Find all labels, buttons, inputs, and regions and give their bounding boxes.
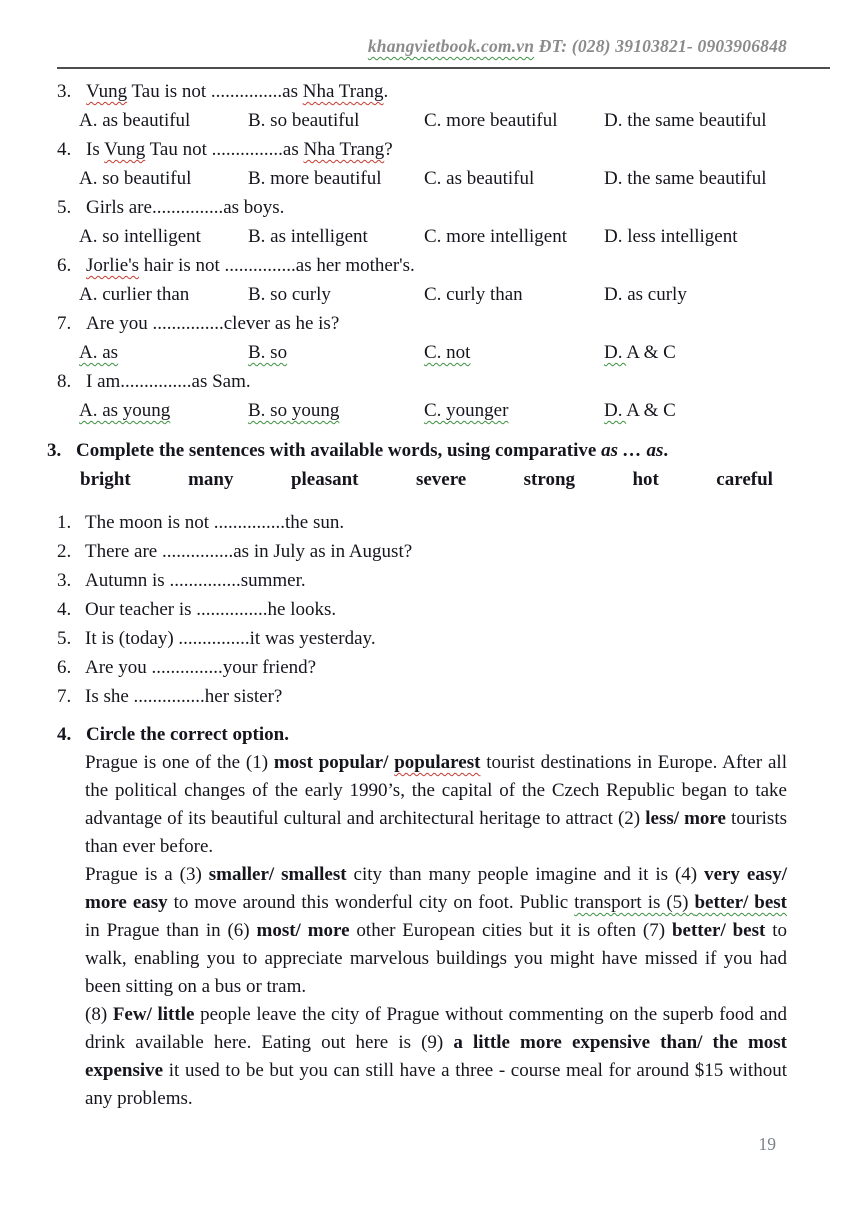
text-segment: city than many people imagine and it is (4) [346, 864, 705, 885]
item-text: It is (today) ...............it was yesterday. [85, 628, 376, 649]
text-segment: tourists than ever before. [85, 808, 787, 857]
option-b [248, 396, 424, 425]
list-item [57, 537, 787, 566]
text-segment: tourist destinations in Europe. After all the political changes of the early 1990’s, the capital of the Czech Republic began to take advantage of its beautiful cultural and architectural heritage to attract (2) [85, 752, 787, 829]
question-options [79, 280, 787, 309]
mcq-section [57, 77, 787, 425]
option-c [424, 106, 604, 135]
item-text: The moon is not ...............the sun. [85, 512, 345, 533]
text-segment: other European cities but it is often (7) [349, 920, 672, 941]
word-bank-item: strong [523, 469, 576, 490]
text-segment: ĐT: (028) 39103821- 0903906848 [534, 36, 787, 56]
option-c [424, 338, 604, 367]
text-segment: better/ best [671, 920, 766, 941]
exercise-4-section [57, 720, 787, 1113]
text-segment: smaller/ smallest [208, 864, 347, 885]
option-b [248, 106, 424, 135]
option-d [604, 106, 787, 135]
question-number: 4. [57, 139, 72, 160]
exercise-3-section [47, 436, 787, 711]
list-item [57, 508, 787, 537]
text-segment: B. so curly [248, 284, 331, 305]
text-segment: Nha Trang [303, 139, 385, 160]
text-segment: a little more expensive than/ the most expensive [85, 1032, 788, 1081]
text-segment: most/ more [256, 920, 350, 941]
list-item [57, 653, 787, 682]
text-segment: Complete the sentences with available words, using comparative [76, 440, 602, 461]
text-segment: A. as beautiful [79, 110, 191, 131]
word-bank-item: pleasant [290, 469, 359, 490]
text-segment: B. so young [248, 400, 340, 421]
item-text: Are you ...............your friend? [85, 657, 317, 678]
question-number: 7. [57, 313, 72, 334]
item-number: 4. [57, 599, 72, 620]
text-segment: C. as beautiful [424, 168, 535, 189]
text-segment: less/ more [645, 808, 726, 829]
question-stem [86, 193, 787, 222]
text-segment: D. less intelligent [604, 226, 738, 247]
option-a [79, 338, 248, 367]
text-segment: Tau is not ...............as [127, 81, 303, 102]
text-segment: C. younger [424, 400, 509, 421]
text-segment: B. more beautiful [248, 168, 382, 189]
text-segment: B. so beautiful [248, 110, 360, 131]
option-b [248, 280, 424, 309]
text-segment: Prague is a (3) [85, 864, 209, 885]
option-a [79, 164, 248, 193]
question-7 [57, 309, 787, 367]
text-segment: better/ best [694, 892, 787, 913]
header-site-info [368, 36, 787, 57]
option-a [79, 396, 248, 425]
question-stem [86, 135, 787, 164]
question-options [79, 106, 787, 135]
text-segment: most popular/ [273, 752, 395, 773]
item-number: 7. [57, 686, 72, 707]
text-segment: C. not [424, 342, 471, 363]
text-segment: popularest [394, 752, 481, 773]
question-stem [86, 309, 787, 338]
text-segment: A & C [626, 400, 676, 421]
exercise3-heading [47, 436, 787, 465]
exercise4-title [86, 720, 787, 749]
text-segment: Girls are...............as boys. [86, 197, 285, 218]
text-segment: . [663, 440, 669, 461]
question-number: 8. [57, 371, 72, 392]
text-segment: C. more beautiful [424, 110, 558, 131]
text-segment: people leave the city of Prague without commenting on the superb food and drink available here. Eating out here is (9) [85, 1004, 787, 1053]
list-item [57, 624, 787, 653]
word-bank-item: hot [632, 469, 659, 490]
text-segment: Circle the correct option. [86, 724, 289, 745]
list-item [57, 566, 787, 595]
question-options [79, 396, 787, 425]
item-text: There are ...............as in July as in August? [85, 541, 413, 562]
word-bank-item: many [188, 469, 234, 490]
text-segment: Prague is one of the (1) [85, 752, 274, 773]
item-number: 6. [57, 657, 72, 678]
exercise4-number: 4. [57, 724, 72, 745]
text-segment: (8) [85, 1004, 113, 1025]
question-number: 6. [57, 255, 72, 276]
exercise4-heading [57, 720, 787, 749]
question-options [79, 164, 787, 193]
option-d [604, 396, 787, 425]
text-segment: . [383, 81, 389, 102]
option-c [424, 280, 604, 309]
text-segment: D. as curly [604, 284, 687, 305]
text-segment: ? [384, 139, 393, 160]
exercise3-number: 3. [47, 440, 62, 461]
page-number: 19 [758, 1134, 776, 1154]
text-segment: in Prague than in (6) [85, 920, 257, 941]
word-bank-item: severe [415, 469, 467, 490]
question-stem [86, 251, 787, 280]
reading-paragraph-1 [85, 749, 787, 861]
text-segment: Nha Trang [302, 81, 384, 102]
text-segment: A. curlier than [79, 284, 190, 305]
text-segment: Jorlie's [86, 255, 140, 276]
question-6 [57, 251, 787, 309]
text-segment: B. so [248, 342, 288, 363]
text-segment: A & C [626, 342, 676, 363]
text-segment: A. as [79, 342, 119, 363]
text-segment: Is [86, 139, 105, 160]
text-segment: as … as [601, 440, 664, 461]
question-4 [57, 135, 787, 193]
list-item [57, 682, 787, 711]
option-b [248, 222, 424, 251]
text-segment: hair is not ...............as her mother's. [139, 255, 415, 276]
question-stem [86, 367, 787, 396]
text-segment: khangvietbook.com.vn [367, 36, 535, 56]
option-b [248, 338, 424, 367]
word-bank [57, 465, 787, 494]
item-number: 1. [57, 512, 72, 533]
item-number: 5. [57, 628, 72, 649]
text-segment: D. the same beautiful [604, 168, 767, 189]
question-options [79, 338, 787, 367]
item-number: 3. [57, 570, 72, 591]
text-segment: D. [604, 400, 627, 421]
question-number: 3. [57, 81, 72, 102]
text-segment: very easy/ more easy [85, 864, 787, 913]
text-segment: to walk, enabling you to appreciate marvelous buildings you might have missed if you had been sitting on a bus or tram. [85, 920, 787, 997]
option-c [424, 396, 604, 425]
text-segment: D. [604, 342, 627, 363]
reading-paragraph-3 [85, 1001, 787, 1113]
item-text: Autumn is ...............summer. [85, 570, 306, 591]
text-segment: C. more intelligent [424, 226, 568, 247]
word-bank-item: bright [80, 469, 131, 490]
text-segment: A. so intelligent [79, 226, 201, 247]
text-segment: B. as intelligent [248, 226, 368, 247]
text-segment: Are you ...............clever as he is? [86, 313, 340, 334]
item-text: Is she ...............her sister? [85, 686, 283, 707]
text-segment: Vung [86, 81, 128, 102]
question-3 [57, 77, 787, 135]
header-divider [57, 67, 830, 69]
text-segment: I am...............as Sam. [86, 371, 251, 392]
option-d [604, 222, 787, 251]
text-segment: to move around this wonderful city on foot. Public [167, 892, 575, 913]
question-options [79, 222, 787, 251]
option-b [248, 164, 424, 193]
text-segment: A. as young [79, 400, 171, 421]
text-segment: transport is (5) [574, 892, 695, 913]
option-a [79, 106, 248, 135]
question-8 [57, 367, 787, 425]
text-segment: D. the same beautiful [604, 110, 767, 131]
exercise3-title [76, 436, 787, 465]
item-text: Our teacher is ...............he looks. [85, 599, 337, 620]
option-d [604, 338, 787, 367]
text-segment: C. curly than [424, 284, 523, 305]
option-c [424, 222, 604, 251]
option-d [604, 280, 787, 309]
page-content [47, 77, 788, 1113]
option-c [424, 164, 604, 193]
word-bank-item: careful [716, 469, 773, 490]
question-stem [86, 77, 787, 106]
option-a [79, 222, 248, 251]
option-d [604, 164, 787, 193]
text-segment: Vung [104, 139, 146, 160]
text-segment: Few/ little [112, 1004, 195, 1025]
list-item [57, 595, 787, 624]
text-segment: Tau not ...............as [145, 139, 304, 160]
reading-paragraph-2 [85, 861, 787, 1001]
question-number: 5. [57, 197, 72, 218]
item-number: 2. [57, 541, 72, 562]
question-5 [57, 193, 787, 251]
text-segment: A. so beautiful [79, 168, 192, 189]
text-segment: it used to be but you can still have a three - course meal for around $15 without any problems. [85, 1060, 787, 1109]
exercise3-items [57, 508, 787, 711]
option-a [79, 280, 248, 309]
